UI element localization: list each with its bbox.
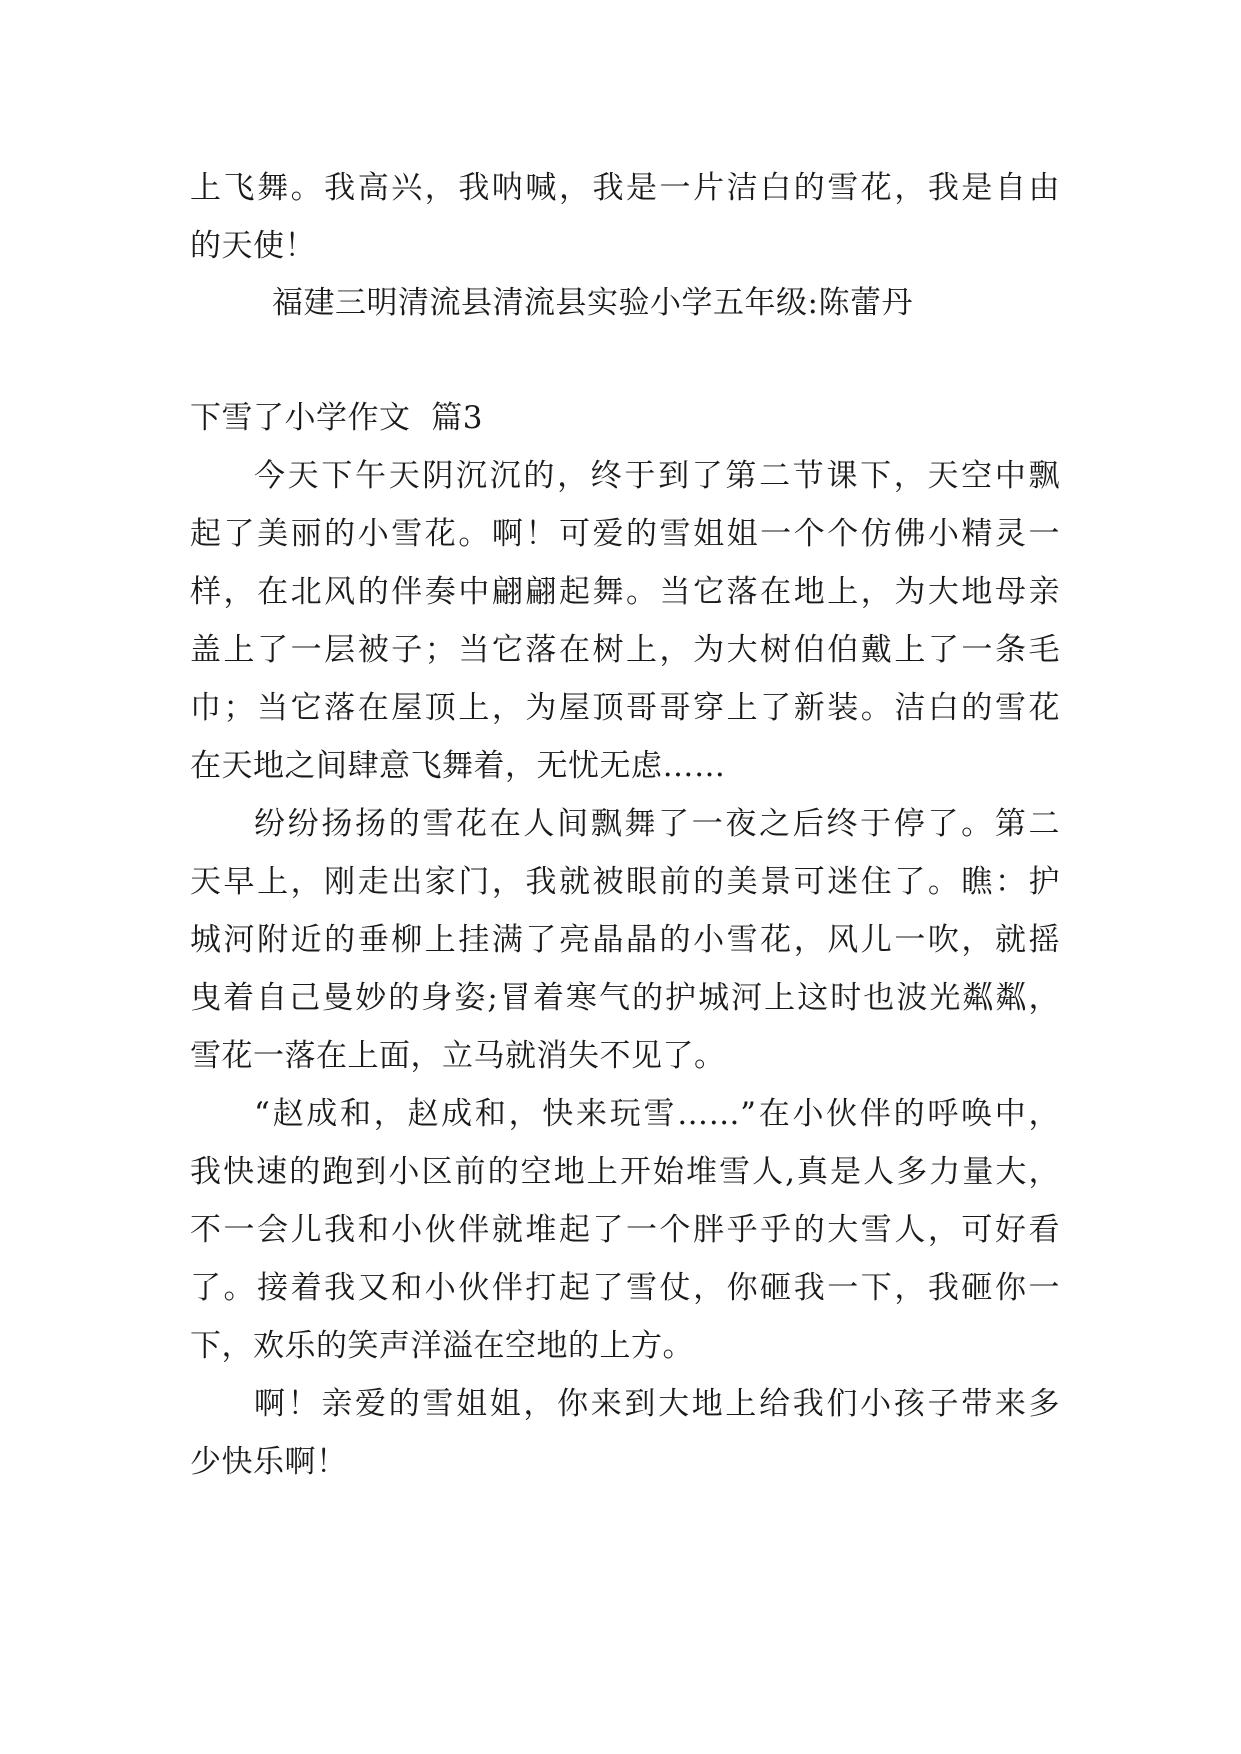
paragraph-1-line-4: 盖上了一层被子；当它落在树上，为大树伯伯戴上了一条毛 <box>190 632 1060 668</box>
paragraph-3-line-5: 下，欢乐的笑声洋溢在空地的上方。 <box>190 1328 694 1364</box>
paragraph-2-line-2: 天早上，刚走出家门，我就被眼前的美景可迷住了。瞧：护 <box>190 864 1060 900</box>
paragraph-3-line-4: 了。接着我又和小伙伴打起了雪仗，你砸我一下，我砸你一 <box>190 1270 1060 1306</box>
paragraph-1-line-1: 今天下午天阴沉沉的，终于到了第二节课下，天空中飘 <box>254 458 1060 494</box>
paragraph-2-line-1: 纷纷扬扬的雪花在人间飘舞了一夜之后终于停了。第二 <box>254 806 1060 842</box>
paragraph-3-line-3: 不一会儿我和小伙伴就堆起了一个胖乎乎的大雪人，可好看 <box>190 1212 1060 1248</box>
paragraph-1-line-6: 在天地之间肆意飞舞着，无忧无虑…… <box>190 748 726 784</box>
author-signature: 福建三明清流县清流县实验小学五年级:陈蕾丹 <box>272 285 913 321</box>
paragraph-3-line-1: “赵成和，赵成和，快来玩雪……”在小伙伴的呼唤中， <box>254 1096 1060 1132</box>
continuation-line-2: 的天使！ <box>190 228 316 264</box>
paragraph-1-line-3: 样，在北风的伴奏中翩翩起舞。当它落在地上，为大地母亲 <box>190 574 1060 610</box>
paragraph-4-line-2: 少快乐啊！ <box>190 1444 348 1480</box>
paragraph-1-line-2: 起了美丽的小雪花。啊！可爱的雪姐姐一个个仿佛小精灵一 <box>190 516 1060 552</box>
paragraph-4-line-1: 啊！亲爱的雪姐姐，你来到大地上给我们小孩子带来多 <box>254 1386 1060 1422</box>
paragraph-2-line-5: 雪花一落在上面，立马就消失不见了。 <box>190 1038 726 1074</box>
paragraph-2-line-3: 城河附近的垂柳上挂满了亮晶晶的小雪花，风儿一吹，就摇 <box>190 922 1060 958</box>
paragraph-1-line-5: 巾；当它落在屋顶上，为屋顶哥哥穿上了新装。洁白的雪花 <box>190 690 1060 726</box>
paragraph-3-line-2: 我快速的跑到小区前的空地上开始堆雪人,真是人多力量大， <box>190 1154 1060 1190</box>
section-title: 下雪了小学作文 篇3 <box>190 400 483 436</box>
paragraph-2-line-4: 曳着自己曼妙的身姿;冒着寒气的护城河上这时也波光粼粼， <box>190 980 1060 1016</box>
continuation-line-1: 上飞舞。我高兴，我呐喊，我是一片洁白的雪花，我是自由 <box>190 170 1060 206</box>
